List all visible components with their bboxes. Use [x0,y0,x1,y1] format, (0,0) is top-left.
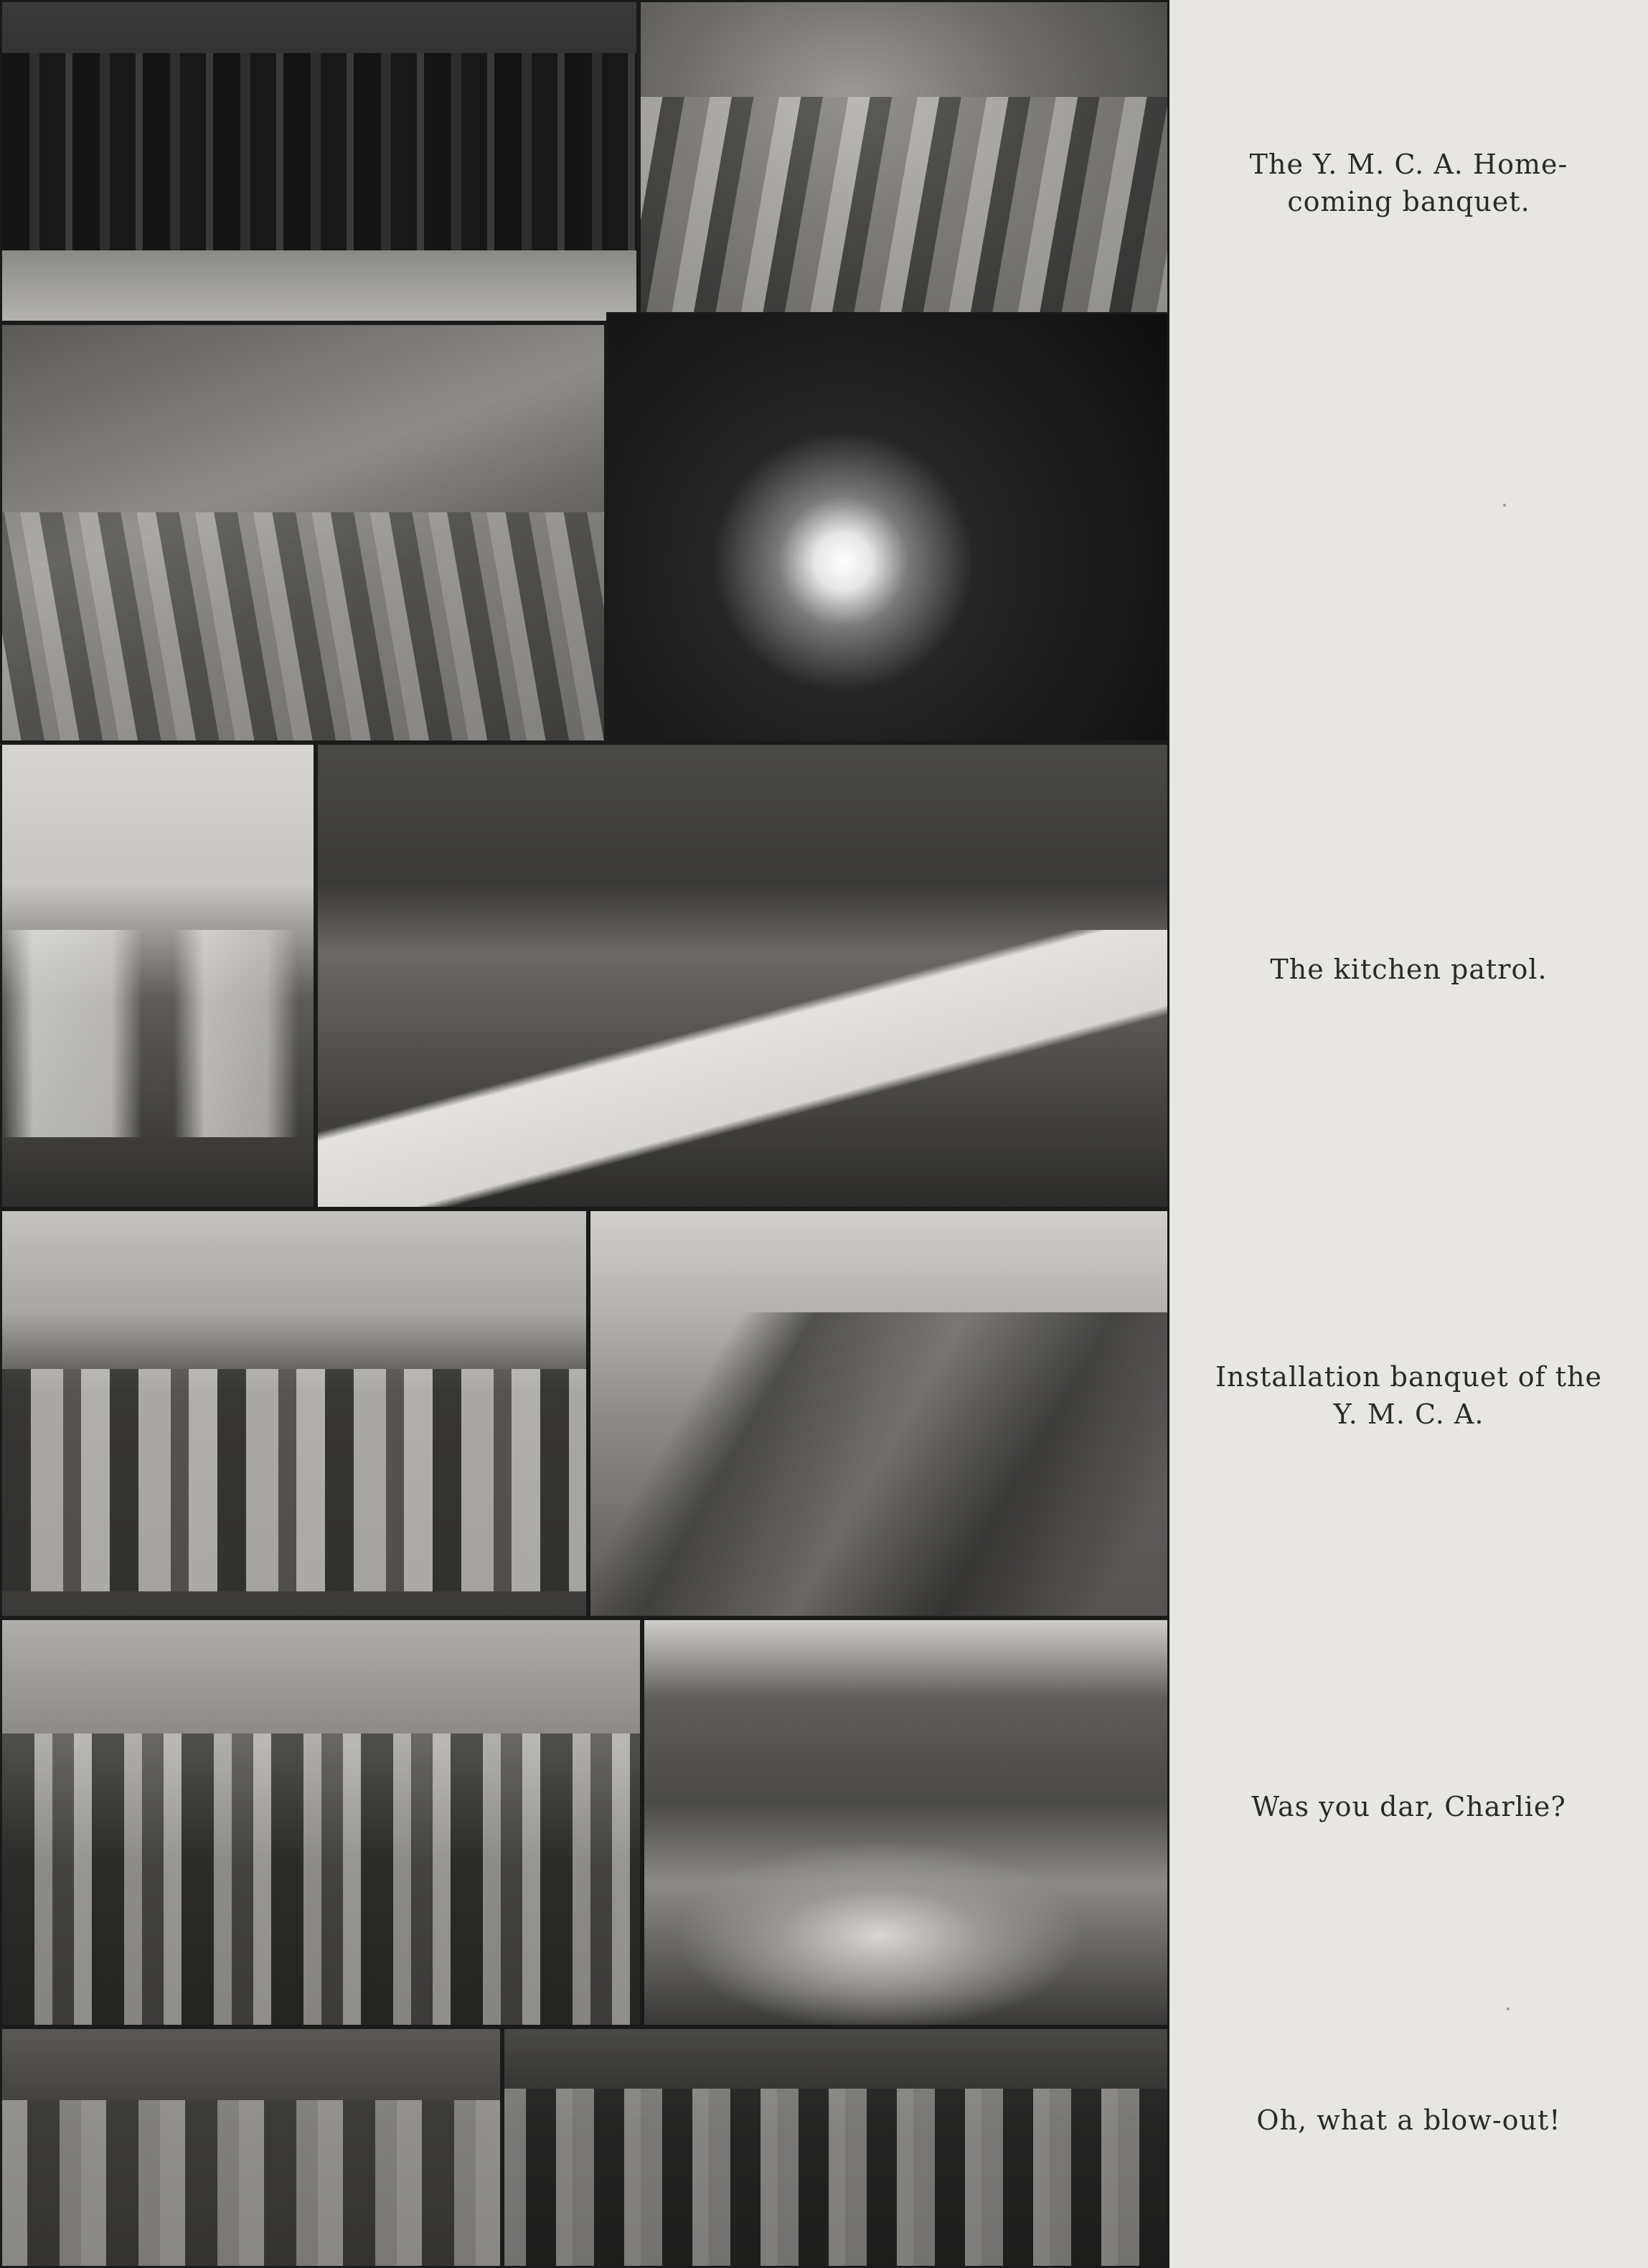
photo-outdoor-group [0,1209,588,1618]
photo-banquet-hall [316,743,1169,1209]
photo-group-outdoors-trees [0,1618,642,2027]
caption-kitchen-patrol [1169,951,1648,988]
photo-dishwashing-stream [0,323,606,743]
photo-indoor-group-right [502,2027,1169,2268]
photo-car-and-men [642,1618,1169,2027]
caption-line: Was you dar, Charlie? [1251,1791,1566,1822]
caption-line: Installation banquet of the [1215,1361,1603,1393]
photo-indoor-group-left [0,2027,502,2268]
caption-homecoming-banquet [1169,146,1648,220]
caption-line: The kitchen patrol. [1270,954,1548,985]
photo-washing-dishes-dock [588,1209,1169,1618]
caption-line: Y. M. C. A. [1333,1398,1484,1430]
photo-campfire-night [606,312,1169,743]
paper-speck [1503,504,1506,507]
caption-was-you-dar [1169,1788,1648,1825]
photo-bandaging [0,743,316,1209]
caption-installation-banquet [1169,1358,1648,1433]
paper-speck [1507,2008,1510,2010]
photo-picnic-group [639,0,1169,319]
caption-line: The Y. M. C. A. Home- [1249,149,1568,180]
caption-line: coming banquet. [1287,186,1530,217]
caption-line: Oh, what a blow-out! [1256,2104,1561,2136]
caption-blow-out [1169,2102,1648,2139]
photo-group-in-suits [0,0,639,323]
caption-column [1169,0,1648,2268]
